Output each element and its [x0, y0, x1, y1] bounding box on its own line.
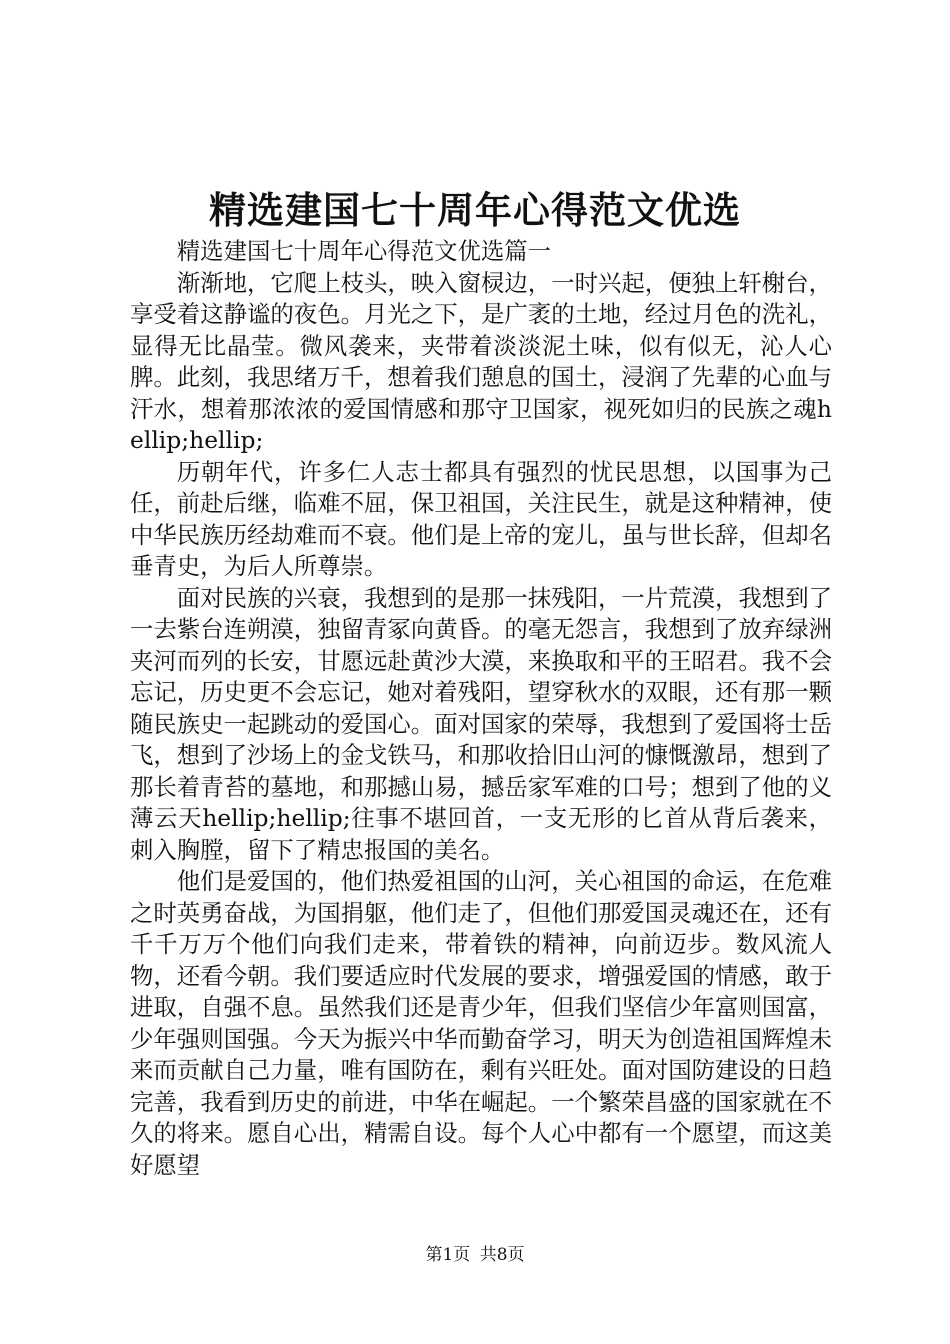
page-number: 第1页 — [425, 1245, 471, 1265]
section-heading: 精选建国七十周年心得范文优选篇一 — [176, 237, 552, 265]
page-footer — [0, 1243, 950, 1267]
document-title: 精选建国七十周年心得范文优选 — [209, 188, 741, 232]
paragraph: 他们是爱国的，他们热爱祖国的山河，关心祖国的命运，在危难之时英勇奋战，为国捐躯，他们走了，但他们那爱国灵魂还在，还有千千万万个他们向我们走来，带着铁的精神，向前迈步。数风流人物，还看今朝。我们要适应时代发展的要求，增强爱国的情感，敢于进取，自强不息。虽然我们还是青少年，但我们坚信少年富则国富，少年强则国强。今天为振兴中华而勤奋学习，明天为创造祖国辉煌未来而贡献自己力量，唯有国防在，剩有兴旺处。面对国防建设的日趋完善，我看到历史的前进，中华在崛起。一个繁荣昌盛的国家就在不久的将来。愿自心出，精需自设。每个人心中都有一个愿望，而这美好愿望 — [130, 867, 832, 1179]
paragraph: 历朝年代，许多仁人志士都具有强烈的忧民思想，以国事为己任，前赴后继，临难不屈，保卫祖国，关注民生，就是这种精神，使中华民族历经劫难而不衰。他们是上帝的宠儿，虽与世长辞，但却名垂青史，为后人所尊崇。 — [130, 457, 832, 580]
paragraph: 渐渐地，它爬上枝头，映入窗棂边，一时兴起，便独上轩榭台，享受着这静谧的夜色。月光之下，是广袤的土地，经过月色的洗礼，显得无比晶莹。微风袭来，夹带着淡淡泥土味，似有似无，沁人心脾。此刻，我思绪万千，想着我们憩息的国土，浸润了先辈的心血与汗水，想着那浓浓的爱国情感和那守卫国家，视死如归的民族之魂hellip;hellip; — [130, 268, 832, 454]
page-total: 共8页 — [479, 1245, 525, 1265]
paragraph: 面对民族的兴衰，我想到的是那一抹残阳，一片荒漠，我想到了一去紫台连朔漠，独留青冢向黄昏。的毫无怨言，我想到了放弃绿洲夹河而列的长安，甘愿远赴黄沙大漠，来换取和平的王昭君。我不会忘记，历史更不会忘记，她对着残阳，望穿秋水的双眼，还有那一颗随民族史一起跳动的爱国心。面对国家的荣辱，我想到了爱国将士岳飞，想到了沙场上的金戈铁马，和那收拾旧山河的慷慨激昂，想到了那长着青苔的墓地，和那撼山易，撼岳家军难的口号；想到了他的义薄云天hellip;hellip;往事不堪回首，一支无形的匕首从背后袭来，刺入胸膛，留下了精忠报国的美名。 — [130, 583, 832, 864]
document-body — [130, 236, 832, 1181]
